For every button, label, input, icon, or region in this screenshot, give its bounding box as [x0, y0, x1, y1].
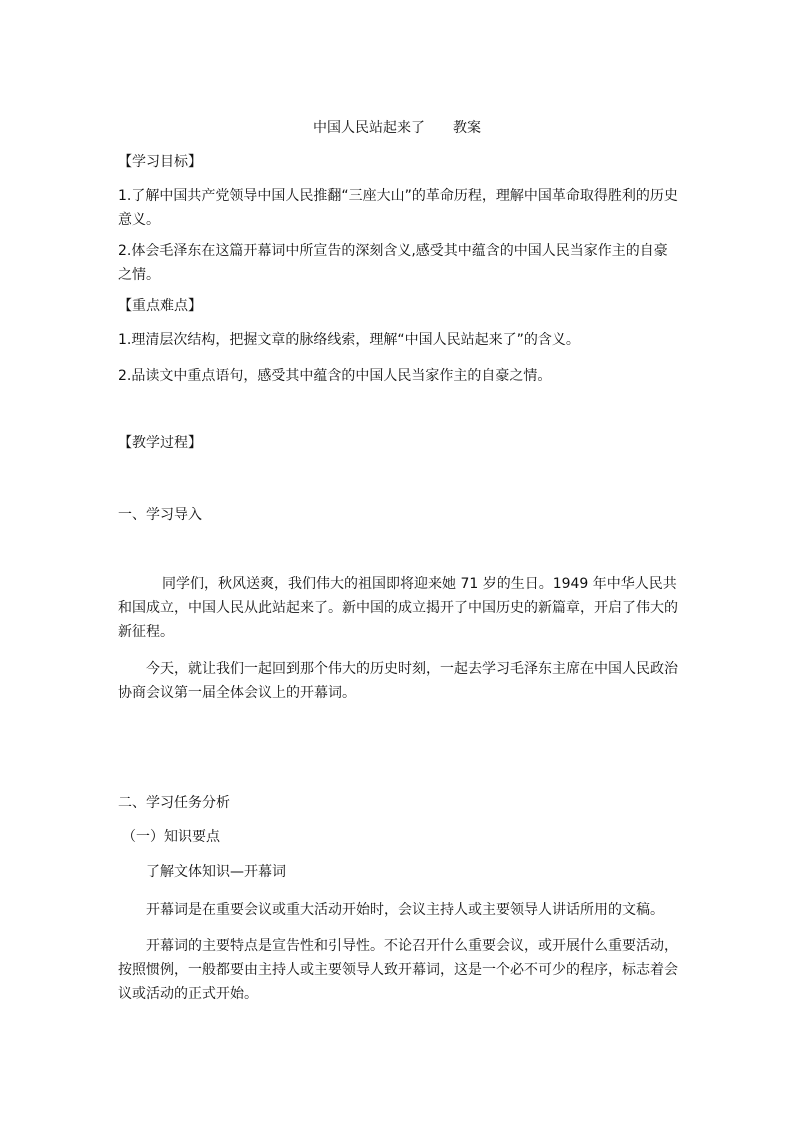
section-1-title: 一、学习导入 — [118, 507, 202, 523]
knowledge-heading: 了解文体知识—开幕词 — [146, 864, 286, 880]
objective-1: 1.了解中国共产党领导中国人民推翻“三座大山”的革命历程，理解中国革命取得胜利的历史意义。 — [118, 188, 678, 228]
title-main: 中国人民站起来了 — [313, 120, 425, 136]
keypoint-2: 2.品读文中重点语句，感受其中蕴含的中国人民当家作主的自豪之情。 — [118, 368, 552, 384]
heading-process: 【教学过程】 — [118, 435, 202, 451]
keypoint-1: 1.理清层次结构，把握文章的脉络线索，理解“中国人民站起来了”的含义。 — [118, 332, 580, 348]
heading-keypoints: 【重点难点】 — [118, 298, 202, 314]
knowledge-paragraph-1: 开幕词是在重要会议或重大活动开始时，会议主持人或主要领导人讲话所用的文稿。 — [146, 902, 664, 918]
intro-paragraph-1: 同学们，秋风送爽，我们伟大的祖国即将迎来她 71 岁的生日。1949 年中华人民共和国成立，中国人民从此站起来了。新中国的成立揭开了中国历史的新篇章，开启了伟大的新征程。 — [118, 576, 678, 640]
knowledge-paragraph-2: 开幕词的主要特点是宣告性和引导性。不论召开什么重要会议，或开展什么重要活动，按照惯例，一般都要由主持人或主要领导人致开幕词，这是一个必不可少的程序，标志着会议或活动的正式开始。 — [118, 938, 678, 1002]
document-title — [0, 116, 794, 140]
title-suffix: 教案 — [453, 120, 481, 136]
objective-2: 2.体会毛泽东在这篇开幕词中所宣告的深刻含义,感受其中蕴含的中国人民当家作主的自豪之情。 — [118, 243, 668, 283]
heading-objectives: 【学习目标】 — [118, 154, 202, 170]
section-2-title: 二、学习任务分析 — [118, 795, 230, 811]
subsection-1-title: （一）知识要点 — [122, 829, 220, 845]
intro-paragraph-2: 今天，就让我们一起回到那个伟大的历史时刻，一起去学习毛泽东主席在中国人民政治协商会议第一届全体会议上的开幕词。 — [118, 661, 678, 701]
